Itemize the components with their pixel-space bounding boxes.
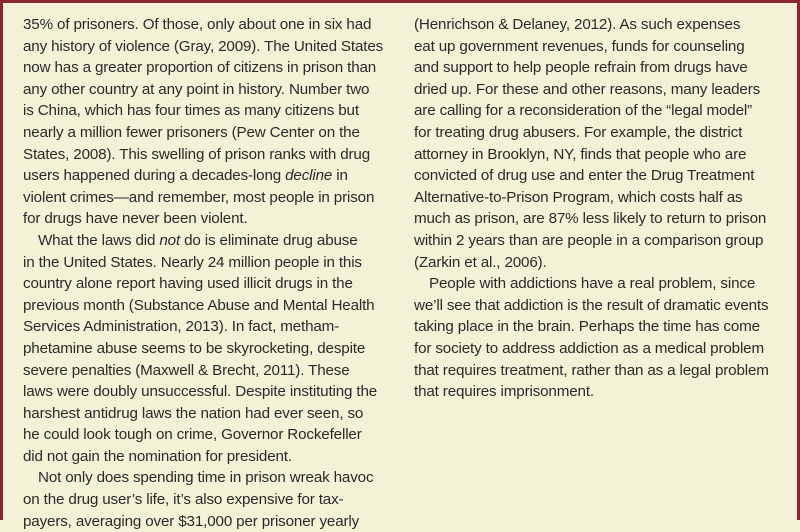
left-column (23, 14, 401, 532)
text-line: phetamine abuse seems to be skyrocketing, despite (23, 339, 366, 357)
text-line: for treating drug abusers. For example, the district (414, 123, 743, 141)
text-line: is China, which has four times as many citizens but (23, 102, 359, 120)
text-line: harshest antidrug laws the nation had ever seen, so (23, 404, 364, 422)
paragraph-start-line: People with addictions have a real problem, since (429, 275, 756, 293)
text-line: that requires imprisonment. (414, 383, 594, 401)
text-line: convicted of drug use and enter the Drug Treatment (414, 167, 755, 185)
text-segment: do is eliminate drug abuse (180, 231, 358, 249)
paragraph-start-line: Not only does spending time in prison wreak havoc (38, 469, 374, 487)
text-line: attorney in Brooklyn, NY, finds that people who are (414, 145, 747, 163)
paragraph-start-line (23, 230, 401, 252)
text-line: Alternative-to-Prison Program, which costs half as (414, 188, 743, 206)
text-line: nearly a million fewer prisoners (Pew Center on the (23, 123, 360, 141)
text-line: and support to help people refrain from drugs have (414, 59, 748, 77)
text-line: now has a greater proportion of citizens in prison than (23, 59, 377, 77)
text-line: dried up. For these and other reasons, many leaders (414, 80, 761, 98)
text-line: any history of violence (Gray, 2009). The United States (23, 37, 384, 55)
text-line: within 2 years than are people in a comparison group (414, 231, 764, 249)
text-line: did not gain the nomination for president. (23, 447, 292, 465)
text-line: much as prison, are 87% less likely to return to prison (414, 210, 767, 228)
text-line: country alone report having used illicit drugs in the (23, 275, 353, 293)
text-line: previous month (Substance Abuse and Mental Health (23, 296, 375, 314)
text-line: States, 2008). This swelling of prison ranks with drug (23, 145, 371, 163)
text-segment: users happened during a decades-long (23, 167, 286, 185)
text-line: we’ll see that addiction is the result of dramatic events (414, 296, 769, 314)
text-line: eat up government revenues, funds for counseling (414, 37, 745, 55)
text-line: severe penalties (Maxwell & Brecht, 2011). These (23, 361, 350, 379)
text-line: for society to address addiction as a medical problem (414, 339, 764, 357)
text-line: violent crimes—and remember, most people in prison (23, 188, 375, 206)
text-line: on the drug user’s life, it’s also expensive for tax- (23, 491, 344, 509)
text-line: (Henrichson & Delaney, 2012). As such expenses (414, 16, 741, 33)
text-line: that requires treatment, rather than as a legal problem (414, 361, 769, 379)
emphasis-decline: decline (285, 167, 333, 185)
right-column (414, 14, 790, 403)
text-line: he could look tough on crime, Governor Rockefeller (23, 426, 362, 444)
text-line: any other country at any point in history. Number two (23, 80, 370, 98)
emphasis-not: not (159, 231, 181, 249)
text-segment: in (332, 167, 348, 185)
text-line: taking place in the brain. Perhaps the time has come (414, 318, 760, 336)
text-line (23, 165, 401, 187)
text-line: 35% of prisoners. Of those, only about one in six had (23, 16, 372, 33)
text-line: in the United States. Nearly 24 million people in this (23, 253, 362, 271)
text-line: are calling for a reconsideration of the “legal model” (414, 102, 753, 120)
text-line: (Zarkin et al., 2006). (414, 253, 547, 271)
text-line: Services Administration, 2013). In fact, metham- (23, 318, 340, 336)
text-line: payers, averaging over $31,000 per prisoner yearly (23, 512, 360, 530)
text-line: for drugs have never been violent. (23, 210, 248, 228)
text-line: laws were doubly unsuccessful. Despite instituting the (23, 383, 378, 401)
text-segment: What the laws did (38, 231, 160, 249)
